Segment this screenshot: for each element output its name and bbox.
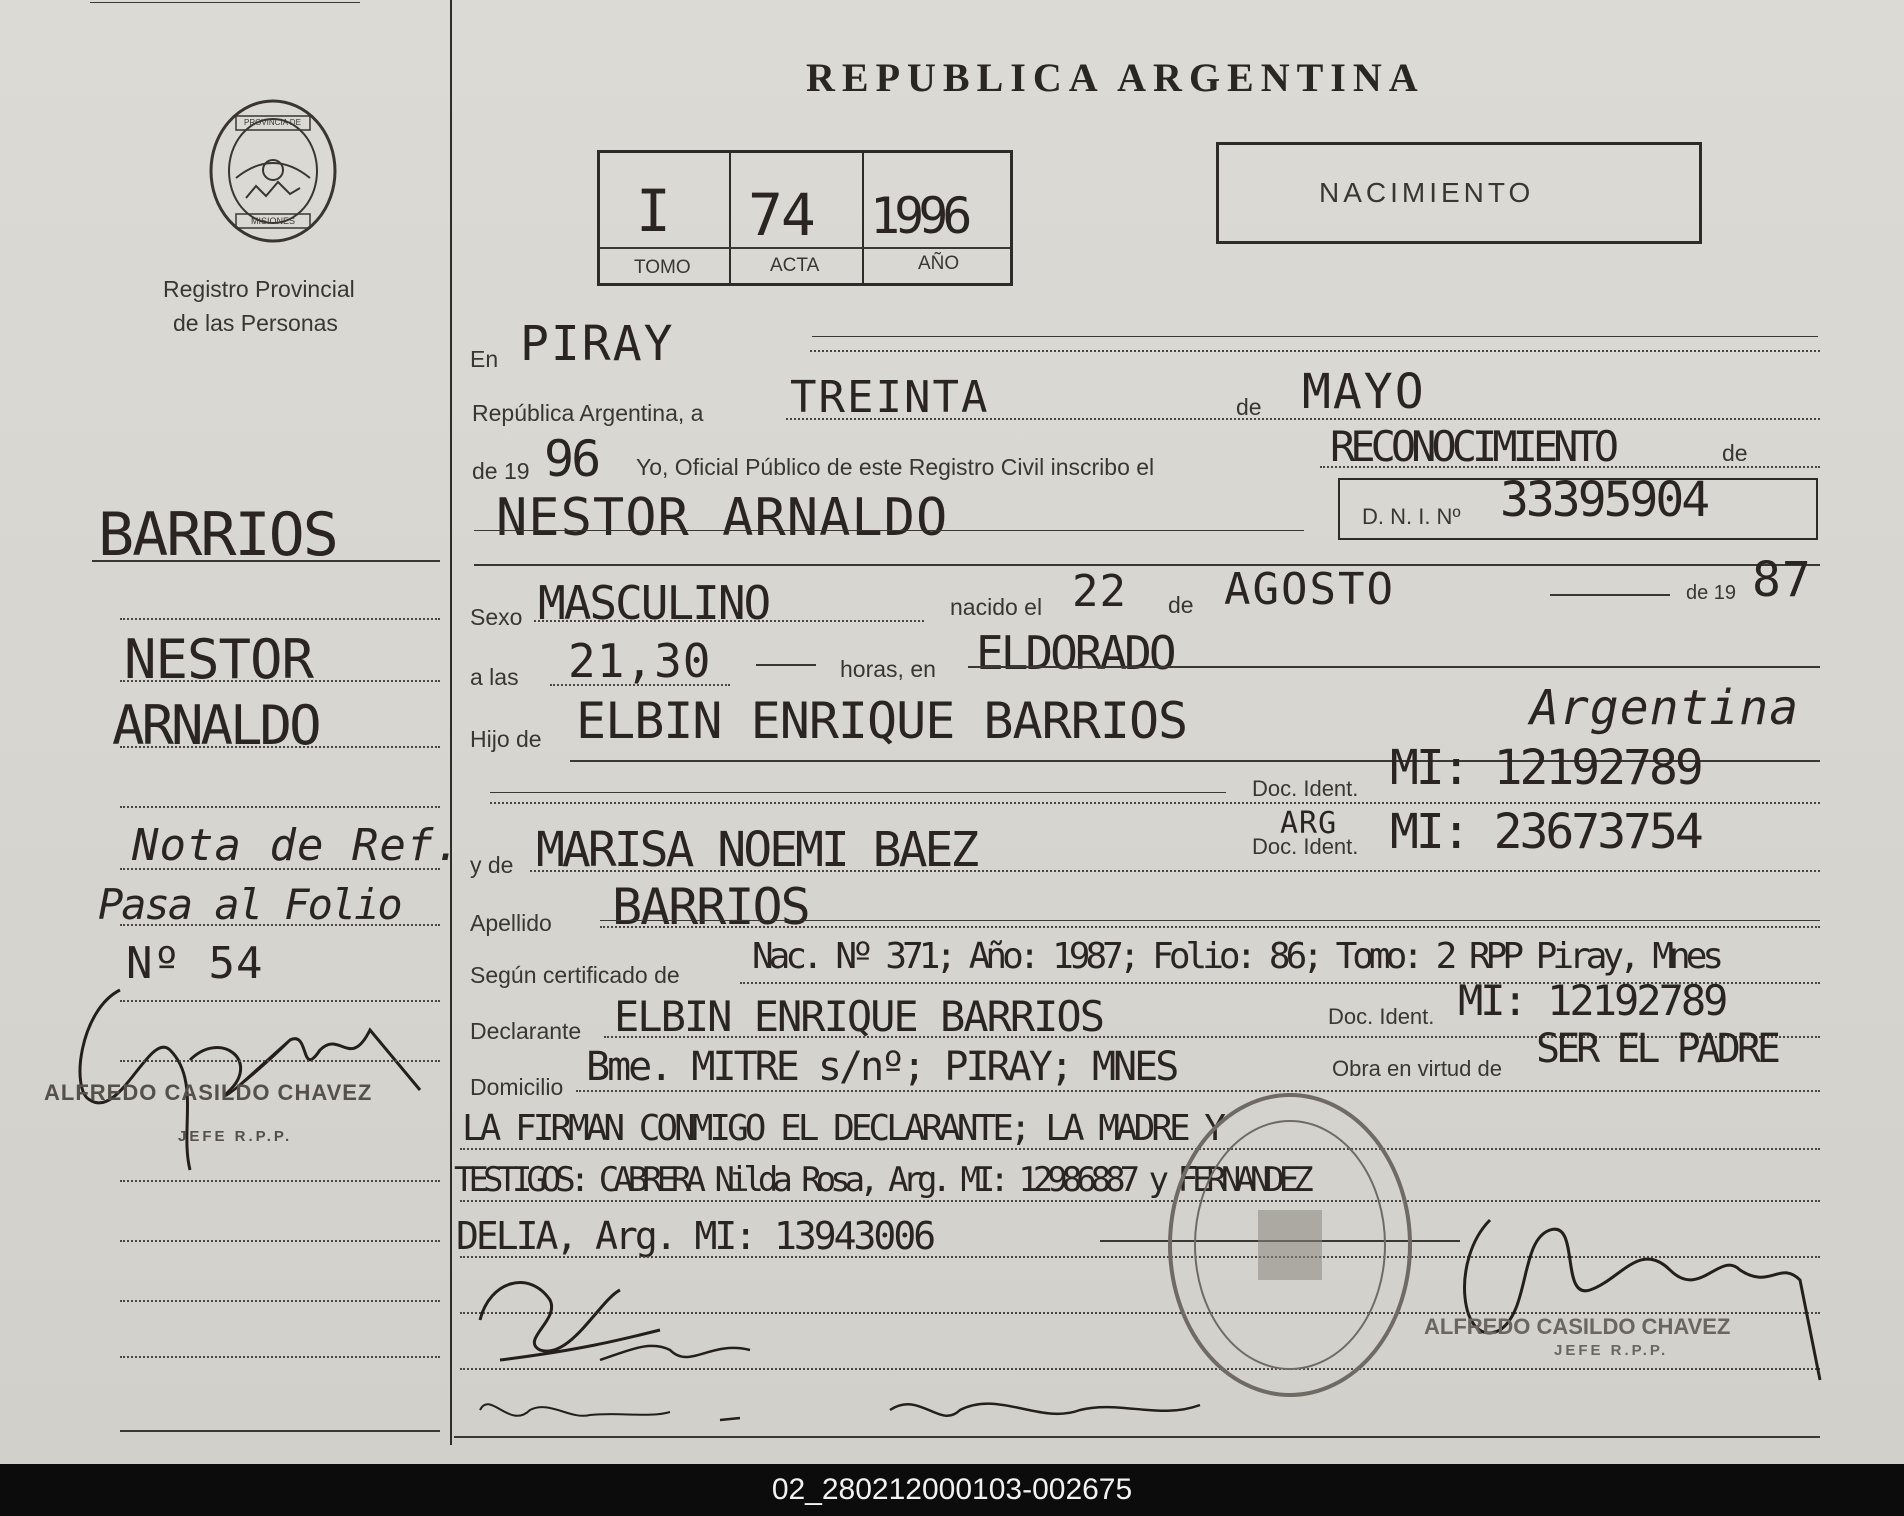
father-doc: MI: 12192789 [1390, 740, 1701, 796]
sexo-label: Sexo [470, 604, 523, 630]
dni-label: D. N. I. Nº [1362, 504, 1461, 529]
apellido-label: Apellido [470, 910, 552, 936]
declarante-label: Declarante [470, 1018, 582, 1044]
registry-line2: de las Personas [173, 310, 338, 336]
margin-name1: NESTOR [124, 628, 314, 691]
stamp-officer-name: ALFREDO CASILDO CHAVEZ [1424, 1314, 1731, 1339]
nacido-label: nacido el [950, 594, 1043, 620]
file-id-caption: 02_280212000103-002675 [0, 1464, 1904, 1516]
domicilio-label: Domicilio [470, 1074, 564, 1100]
alas-label: a las [470, 664, 519, 690]
de-label-2: de [1722, 440, 1748, 466]
father-doc-label: Doc. Ident. [1252, 776, 1359, 801]
ano-value: 1996 [870, 187, 967, 245]
birth-year-suffix: 87 [1752, 552, 1812, 608]
column-divider [450, 0, 452, 1445]
birth-time: 21,30 [568, 634, 712, 688]
mother-name: MARISA NOEMI BAEZ [536, 822, 977, 878]
margin-name2: ARNALDO [112, 694, 319, 757]
top-margin-line [90, 2, 360, 3]
de-year-label: de 19 [1686, 582, 1737, 604]
year-prefix: de 19 [472, 458, 530, 484]
seal-top-text: PROVINCIA DE [244, 118, 301, 127]
apellido-value: BARRIOS [612, 878, 809, 936]
day-value: TREINTA [790, 372, 990, 423]
notes-line3: DELIA, Arg. MI: 13943006 [456, 1214, 934, 1258]
stamp-officer-title: JEFE R.P.P. [1554, 1342, 1669, 1359]
dni-value: 33395904 [1500, 472, 1708, 528]
seal-bottom-text: MISIONES [251, 216, 296, 226]
margin-note3: Nº 54 [126, 938, 264, 989]
birth-day: 22 [1072, 566, 1127, 617]
horas-label: horas, en [840, 656, 936, 682]
province-seal [206, 98, 340, 248]
en-label: En [470, 346, 499, 372]
officer-signature [1440, 1180, 1840, 1400]
margin-surname: BARRIOS [98, 500, 337, 570]
obra-value: SER EL PADRE [1536, 1026, 1777, 1072]
rep-label: República Argentina, a [472, 400, 704, 426]
tomo-value: I [636, 177, 672, 245]
tomo-label: TOMO [634, 257, 691, 278]
margin-officer-title: JEFE R.P.P. [178, 1128, 293, 1145]
record-type-box [1216, 142, 1702, 244]
father-name: ELBIN ENRIQUE BARRIOS [576, 692, 1188, 750]
birth-month: AGOSTO [1224, 564, 1395, 615]
declarante-doc: MI: 12192789 [1458, 976, 1726, 1025]
mother-doc-label: Doc. Ident. [1252, 834, 1359, 859]
declarante-value: ELBIN ENRIQUE BARRIOS [614, 992, 1104, 1041]
mother-nationality: ARG [1280, 806, 1338, 841]
obra-label: Obra en virtud de [1332, 1056, 1502, 1081]
mother-doc: MI: 23673754 [1390, 804, 1701, 860]
registry-line1: Registro Provincial [163, 276, 355, 302]
year-suffix: 96 [544, 430, 599, 488]
person-name: NESTOR ARNALDO [496, 488, 949, 548]
birth-place: ELDORADO [976, 626, 1174, 680]
margin-note2: Pasa al Folio [98, 880, 401, 929]
declarante-doc-label: Doc. Ident. [1328, 1004, 1435, 1029]
notes-line1: LA FIRMAN CONMIGO EL DECLARANTE; LA MADRE Y [462, 1108, 1222, 1149]
yde-label: y de [470, 852, 514, 878]
record-numbers-table [597, 150, 1013, 286]
place-value: PIRAY [520, 316, 675, 372]
domicilio-value: Bme. MITRE s/nº; PIRAY; MNES [586, 1044, 1177, 1090]
country-title: REPUBLICA ARGENTINA [806, 55, 1425, 100]
record-type: NACIMIENTO [1319, 177, 1535, 208]
de-label-1: de [1236, 394, 1262, 420]
certificate-value: Nac. Nº 371; Año: 1987; Folio: 86; Tomo: 2 RPP Piray, Mnes [752, 936, 1720, 977]
de-label-3: de [1168, 592, 1194, 618]
month-value: MAYO [1302, 364, 1426, 420]
act-type-value: RECONOCIMIENTO [1330, 422, 1615, 471]
hijo-label: Hijo de [470, 726, 542, 752]
acta-value: 74 [748, 181, 814, 249]
witness-signatures [460, 1240, 1280, 1450]
officer-text: Yo, Oficial Público de este Registro Civil inscribo el [636, 454, 1155, 480]
margin-officer-name: ALFREDO CASILDO CHAVEZ [44, 1080, 373, 1105]
segun-label: Según certificado de [470, 962, 680, 988]
margin-note1: Nota de Ref. [132, 820, 462, 871]
father-nationality: Argentina [1530, 680, 1800, 736]
notes-line2: TESTIGOS: CABRERA Nilda Rosa, Arg. MI: 12986887 y FERNANDEZ [454, 1160, 1308, 1200]
sexo-value: MASCULINO [538, 576, 770, 630]
ano-label: AÑO [918, 253, 960, 274]
dni-box [1338, 472, 1818, 540]
acta-label: ACTA [770, 255, 820, 276]
